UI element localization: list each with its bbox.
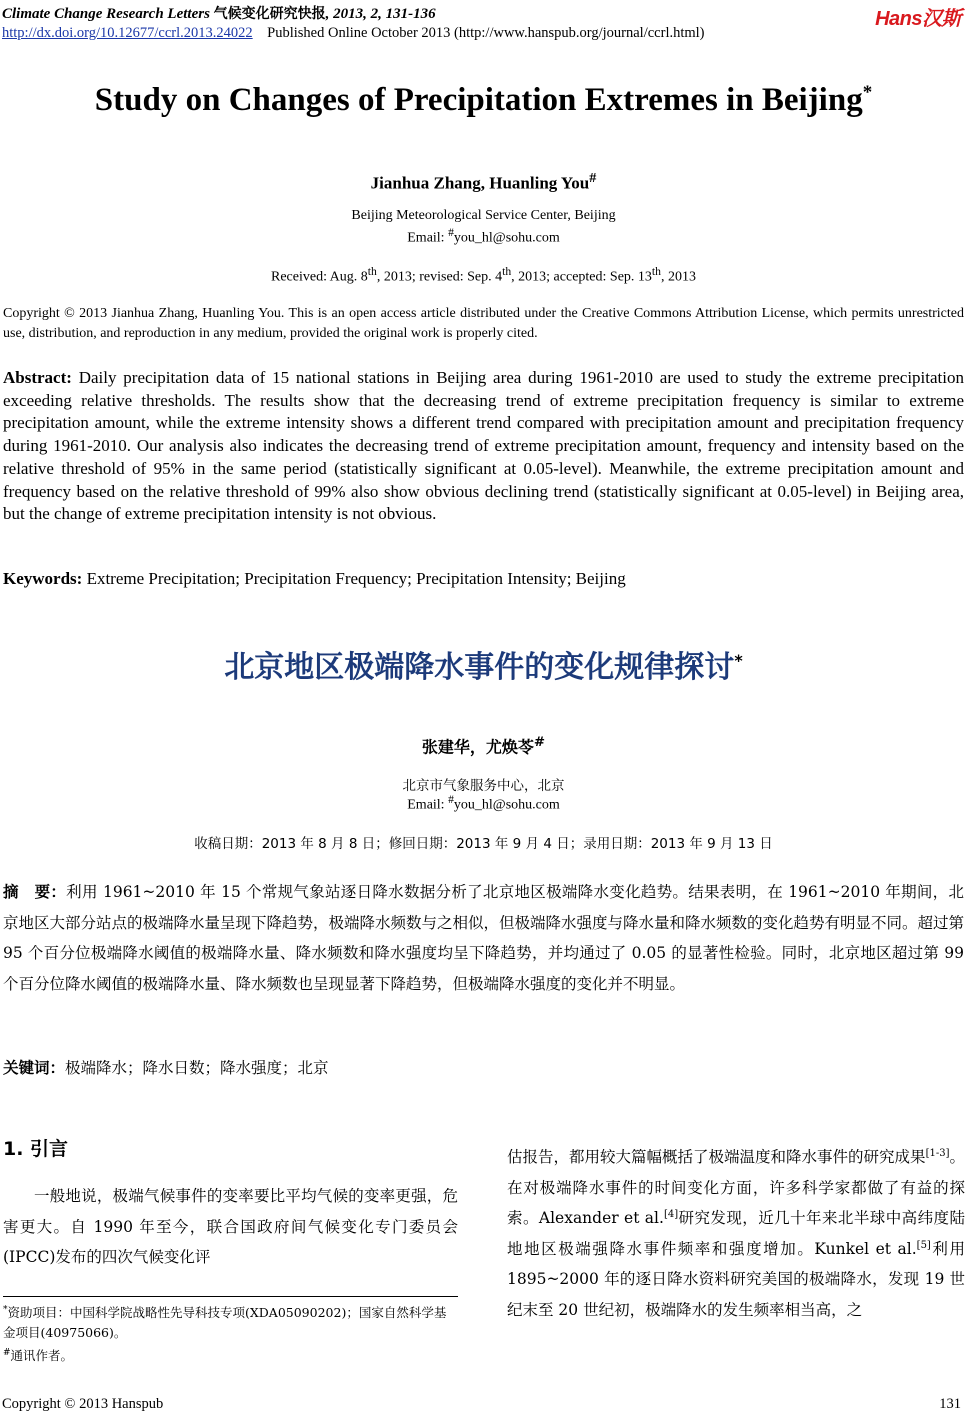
- cn-affiliation: 北京市气象服务中心，北京: [402, 778, 565, 794]
- keywords: Keywords: Extreme Precipitation; Precipitation Frequency; Precipitation Intensity; Beijing: [3, 569, 626, 588]
- footer-copyright: Copyright © 2013 Hanspub: [2, 1396, 164, 1412]
- cn-email-line: Email: #you_hl@sohu.com: [407, 793, 560, 813]
- citation-ref[interactable]: [5]: [916, 1239, 931, 1251]
- footnotes: [3, 1300, 458, 1366]
- doi-line: [2, 25, 705, 42]
- section-heading-introduction: 1. 引言: [3, 1138, 69, 1160]
- authors: Jianhua Zhang, Huanling You#: [370, 170, 597, 193]
- doi-link[interactable]: http://dx.doi.org/10.12677/ccrl.2013.24022: [2, 25, 253, 41]
- journal-name: Climate Change Research Letters: [2, 6, 210, 22]
- cn-keywords: 关键词：极端降水；降水日数；降水强度；北京: [3, 1059, 329, 1077]
- affiliation: Beijing Meteorological Service Center, Beijing: [351, 208, 616, 223]
- intro-left-column: 一般地说，极端气候事件的变率要比平均气候的变率更强，危害更大。自 1990 年至今，联合国政府间气候变化专门委员会(IPCC)发布的四次气候变化评: [3, 1187, 458, 1266]
- journal-name-cn: 气候变化研究快报: [213, 6, 326, 22]
- volume-info: , 2013, 2, 131-136: [325, 6, 436, 22]
- copyright-notice: Copyright © 2013 Jianhua Zhang, Huanling You. This is an open access article distributed under the Creative Commons Attribution License, which permits unrestricted use, distribution, and reproduction in any medium, provided the original work is properly cited.: [3, 306, 964, 341]
- citation-ref[interactable]: [4]: [663, 1208, 679, 1220]
- intro-right-column: 估报告，都用较大篇幅概括了极端温度和降水事件的研究成果[1-3]。在对极端降水事件的时间变化方面，许多科学家都做了有益的探索。Alexander et al.[4]研究发现，近几十年来北半球中高纬度陆地地区极端强降水事件频率和强度增加。Kunkel et al.[5]利用 1895~2000 年的逐日降水资料研究美国的极端降水，发现 19 世纪末至 20 世纪初，极端降水的发生频率相当高，之: [507, 1147, 965, 1319]
- journal-header: [2, 3, 436, 23]
- email-line: Email: #you_hl@sohu.com: [407, 226, 560, 246]
- footnote-corresponding: #通讯作者。: [3, 1348, 74, 1364]
- cn-abstract: 摘 要：利用 1961~2010 年 15 个常规气象站逐日降水数据分析了北京地区极端降水变化趋势。结果表明，在 1961~2010 年期间，北京地区大部分站点的极端降水量呈现下降趋势，极端降水频数与之相似，但极端降水强度与降水量和降水频数的变化趋势有明显不同。超过第 95 个百分位极端降水阈值的极端降水量、降水频数和降水强度均呈下降趋势，并均通过了 0.05 的显著性检验。同时，北京地区超过第 99 个百分位降水阈值的极端降水量、降水频数也呈现显著下降趋势，但极端降水强度的变化并不明显。: [3, 883, 965, 993]
- abstract-text: Daily precipitation data of 15 national stations in Beijing area during 1961-2010 are used to study the extreme precipitation exceeding relative thresholds. The results show that the decreasing trend of extreme precipitation frequency is similar to extreme precipitation amount, while the extreme intensity shows a different trend compared with precipitation amount and precipitation frequency during 1961-2010. Our analysis also indicates the decreasing trend of extreme precipitation amount, frequency and intensity based on the relative threshold of 95% in the same period (statistically significant at 0.05-level). Meanwhile, the extreme precipitation amount and frequency based on the relative threshold of 99% also show obvious declining trend (statistically significant at 0.05-level) in Beijing area, but the change of extreme precipitation intensity is not obvious.: [3, 368, 964, 524]
- cn-received-dates: 收稿日期：2013 年 8 月 8 日；修回日期：2013 年 9 月 4 日；录用日期：2013 年 9 月 13 日: [194, 836, 773, 852]
- cn-authors: 张建华，尤焕苓#: [421, 734, 546, 757]
- published-info: Published Online October 2013 (http://www.hanspub.org/journal/ccrl.html): [267, 25, 705, 41]
- abstract-label: Abstract:: [3, 368, 72, 387]
- page-number: 131: [939, 1396, 961, 1412]
- abstract: [3, 367, 964, 526]
- footnote-funding: *资助项目：中国科学院战略性先导科技专项(XDA05090202)；国家自然科学基金项目(40975066)。: [3, 1305, 447, 1341]
- cn-email-link[interactable]: you_hl@sohu.com: [453, 797, 560, 813]
- footnote-divider: [3, 1296, 458, 1297]
- email-link[interactable]: you_hl@sohu.com: [453, 230, 560, 246]
- received-dates: Received: Aug. 8th, 2013; revised: Sep. 4th, 2013; accepted: Sep. 13th, 2013: [270, 265, 696, 285]
- citation-ref[interactable]: [1-3]: [925, 1147, 950, 1159]
- hans-logo: Hans汉斯: [875, 8, 961, 30]
- cn-paper-title: 北京地区极端降水事件的变化规律探讨*: [224, 650, 743, 685]
- paper-title: Study on Changes of Precipitation Extremes in Beijing*: [94, 82, 873, 118]
